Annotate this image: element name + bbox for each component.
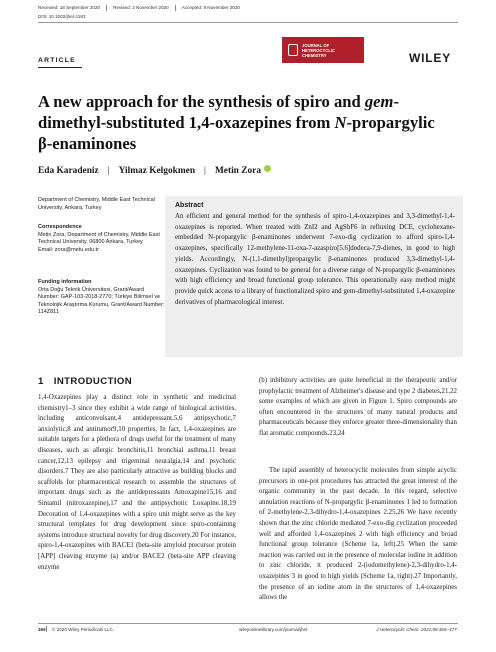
correspondence-email[interactable]: Email: zora@metu.edu.tr: [38, 246, 99, 253]
body-text-right-paragraph: The rapid assembly of heterocyclic molecules from simple acyclic precursors in one-pot procedures has attracted the great interest of the organic community in the past decade. In this regard, selective annulation reactions of N-propargylic β-enaminones 1 led to formation of 2-methylene-2,3-dihydro-1,4-oxazepines 2.25,26 We have recently shown that the zinc chloride mediated 7-exo-dig cyclization proceeded well and afforded 1,4-oxazepines 2 with high efficiency and broad functional group tolerance (Scheme 1a, left).25 When the same reaction was carried out in the presence of molecular iodine in addition to zinc chloride, it produced 2-(iodomethylene)-2,3-dihydro-1,4-oxazepines 3 in good to high yields (Scheme 1a, right).27 Importantly, the presence of an iodine atom in the structures of 1,4-oxazepines allows the: [259, 467, 457, 602]
funding-text: Orta Doğu Teknik Üniversitesi, Grant/Award Number: GAP-103-2018-2770; Türkiye Bilimsel ve Teknolojik Araştırma Kurumu, Grant/Award Number: 114Z811: [38, 286, 165, 316]
correspondence: [38, 224, 166, 254]
section-heading: [38, 376, 132, 387]
journal-logo-icon: [288, 44, 298, 56]
section-label-rule: [38, 67, 82, 68]
received-date: Received: 18 September 2020: [38, 5, 101, 11]
body-text-right: (b) inhibitory activities are quite beneficial in the therapeutic and/or prophylactic treatment of Alzheimer's disease and type 2 diabetes,21,22 some examples of which are given in Figure 1. Spiro compounds are often encountered in the structures of many natural products and pharmaceuticals because they enforce greater three-dimensionality than flat aromatic compounds.23,24: [259, 377, 457, 437]
header-divider: [38, 22, 458, 23]
section-number: 1: [38, 376, 44, 387]
section-label: ARTICLE: [38, 57, 76, 64]
received-dates: [38, 5, 240, 11]
affiliation: Department of Chemistry, Middle East Technical University, Ankara, Turkey: [38, 197, 155, 211]
revised-date: Revised: 2 November 2020: [113, 5, 169, 11]
funding-heading: Funding information: [38, 279, 92, 285]
doi[interactable]: DOI: 10.1002/jhet.4183: [38, 14, 86, 19]
accepted-date: Accepted: 9 November 2020: [181, 5, 240, 11]
section-title: INTRODUCTION: [53, 376, 133, 387]
author-list: Eda Karadeniz | Yilmaz Kelgokmen | Metin Zora: [38, 165, 271, 176]
author-name[interactable]: Metin Zora: [214, 166, 262, 176]
abstract-text: An efficient and general method for the synthesis of spiro-1,4-oxazepines and 3,3-dimethyl-1,4-oxazepines is reported. When treated with ZnI2 and AgSbF6 in refluxing DCE, cyclohexane-embedded N-propargylic β-enaminones underwent 7-exo-dig cyclization to afford spiro-1,4-oxazepines, specifically 12-methylene-11-oxa-7-azaspiro[5.6]dodeca-7,9-dienes, in good to high yields. Accordingly, N-(1,1-dimethyl)propargylic β-enaminones produced 3,3-dimethyl-1,4-oxazepines. Cyclization was found to be general for a diverse range of N-propargylic β-enaminones with high efficiency and broad functional group tolerance. This operationally easy method might provide quick access to a library of functionalized spiro and gem-dimethyl-substituted 1,4-oxazepine derivatives of pharmacological interest.: [175, 213, 455, 306]
journal-url[interactable]: wileyonlinelibrary.com/journal/jhet: [239, 627, 308, 632]
article-title: A new approach for the synthesis of spiro and gem-dimethyl-substituted 1,4-oxazepines from N-propargylic β-enaminones: [38, 92, 435, 153]
journal-citation: J Heterocyclic Chem. 2021;58:466–477.: [376, 627, 458, 632]
author-name[interactable]: Yilmaz Kelgokmen: [118, 166, 196, 176]
footer-divider: [38, 623, 458, 624]
correspondence-address: Metin Zora, Department of Chemistry, Middle East Technical University, 06800 Ankara, Turkey: [38, 231, 160, 246]
correspondence-heading: Correspondence: [38, 224, 82, 230]
page-number: 466: [38, 627, 46, 632]
body-text-left: 1,4-Oxazepines play a distinct role in synthetic and medicinal chemistry1–3 since they exhibit a wide range of biological activities, including anticonvulsant,4 antidepressant,5,6 antipsychotic,7 anxiolytic,8 and antitumor9,10 properties. In fact, 1,4-oxazepines are suitable targets for a plethora of drugs useful for the treatment of many diseases, such as allergic bronchitis,11 bronchial asthma,11 breast cancer,12,13 epilepsy and trigeminal neuralgia,14 and psychotic disorders.7 They are also particularly attractive as building blocks and scaffolds for pharmaceutical research to assemble the structures of important drugs such as the antidepressants Amoxapine15,16 and Sintamil (nitroxazepine),17 and the antipsychotic Loxapine.18,19 Decoration of 1,4-oxazepines with a spiro unit might serve as the key structural templates for drug development since spiro-containing systems introduce structural novelty for drug discovery.20 For instance, spiro-1,4-oxazepines with BACE1 (beta-site amyloid precursor protein [APP] cleaving enzyme (a) and/or BACE2 (beta-site APP cleaving enzyme: [38, 394, 236, 571]
journal-logo-text: JOURNAL OF HETEROCYCLIC CHEMISTRY: [302, 42, 336, 58]
publisher-logo[interactable]: WILEY: [409, 51, 451, 65]
funding-info: [38, 279, 166, 317]
author-name[interactable]: Eda Karadeniz: [38, 166, 99, 176]
journal-logo[interactable]: [282, 37, 364, 63]
orcid-icon[interactable]: [264, 165, 271, 172]
copyright: © 2020 Wiley Periodicals LLC.: [52, 627, 115, 632]
abstract-heading: Abstract: [175, 202, 204, 209]
